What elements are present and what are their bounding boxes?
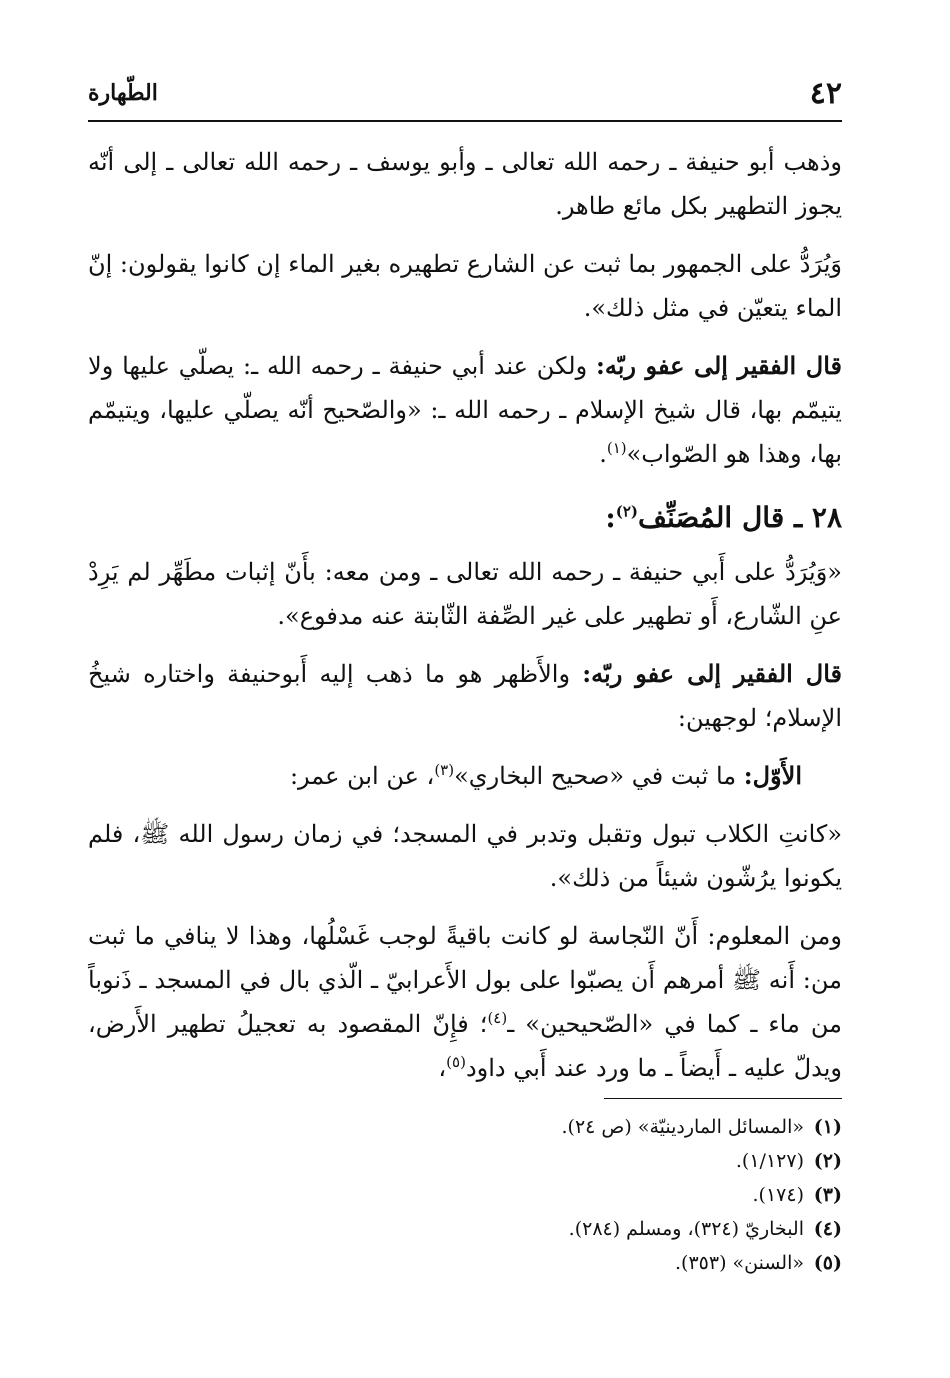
- footnote-3: [88, 1178, 842, 1212]
- paragraph-8-text-c: ،: [438, 1054, 447, 1082]
- footnote-number: (٣): [813, 1184, 842, 1206]
- page-header: [88, 72, 842, 116]
- main-text: [88, 140, 842, 1104]
- paragraph-6-text: ما ثبت في «صحيح البخاري»: [454, 762, 744, 790]
- footnote-ref-1: (١): [606, 439, 627, 457]
- footnote-ref-5: (٥): [446, 1053, 466, 1071]
- paragraph-8-text-b: ؛ فإِنّ المقصود به تعجيلُ تطهير الأَرض، ويدلّ عليه ـ أَيضاً ـ ما ورد عند أَبي داود: [88, 1010, 842, 1082]
- paragraph-2: وَيُرَدُّ على الجمهور بما ثبت عن الشارع تطهيره بغير الماء إن كانوا يقولون: إنّ الماء يتعيّن في مثل ذلك».: [88, 250, 842, 322]
- footnote-text: (١/١٢٧).: [735, 1150, 804, 1172]
- footnote-ref-2: (٢): [615, 502, 638, 521]
- section-heading-text: ٢٨ ـ قال المُصَنِّف: [638, 501, 842, 534]
- paragraph-3-end: .: [599, 440, 607, 468]
- footnote-ref-3: (٣): [434, 761, 455, 779]
- section-heading: [88, 494, 842, 542]
- footnote-ref-4: (٤): [487, 1009, 508, 1027]
- footnote-4: [88, 1212, 842, 1246]
- paragraph-5-text: والأَظهر هو ما ذهب إليه أَبوحنيفة واختاره شيخُ الإسلام؛ لوجهين:: [88, 660, 842, 732]
- section-heading-colon: :: [605, 501, 616, 534]
- footnote-number: (١): [813, 1116, 842, 1138]
- first-reason-label: الأَوّل:: [743, 761, 802, 790]
- paragraph-4: «وَيُرَدُّ على أَبي حنيفة ـ رحمه الله تعالى ـ ومن معه: بأَنّ إثبات مطَهِّر لم يَرِدْ عنِ الشّارع، أَو تطهير على غير الصِّفة الثّابتة عنه مدفوع».: [88, 558, 842, 630]
- footnote-text: «السنن» (٣٥٣).: [675, 1252, 804, 1274]
- page-number: ٤٢: [809, 76, 842, 111]
- author-lead: قال الفقير إلى عفو ربّه:: [582, 659, 843, 688]
- paragraph-7: «كانتِ الكلاب تبول وتقبل وتدبر في المسجد؛ في زمان رسول الله ﷺ، فلم يكونوا يرُشّون شيئاً من ذلك».: [88, 820, 842, 892]
- footnotes: [88, 1110, 842, 1280]
- footnote-5: [88, 1246, 842, 1280]
- paragraph-3-text: ولكن عند أبي حنيفة ـ رحمه الله ـ: يصلّي عليها ولا يتيمّم بها، قال شيخ الإسلام ـ رحمه الله ـ: «والصّحيح أنّه يصلّي عليها، ويتيمّم بها، وهذا هو الصّواب»: [88, 352, 842, 468]
- footnote-number: (٤): [813, 1218, 842, 1240]
- paragraph-1: وذهب أبو حنيفة ـ رحمه الله تعالى ـ وأبو يوسف ـ رحمه الله تعالى ـ إلى أنّه يجوز التطهير بكل مائع طاهر.: [88, 148, 842, 220]
- paragraph-5: [88, 652, 842, 740]
- footnote-rule: [604, 1098, 842, 1099]
- footnote-1: [88, 1110, 842, 1144]
- paragraph-3: [88, 344, 842, 476]
- footnote-number: (٢): [813, 1150, 842, 1172]
- paragraph-6-end: ، عن ابن عمر:: [289, 762, 435, 790]
- paragraph-6: [88, 754, 842, 798]
- footnote-2: [88, 1144, 842, 1178]
- paragraph-8: [88, 914, 842, 1090]
- header-rule: [88, 120, 842, 122]
- author-lead: قال الفقير إلى عفو ربّه:: [596, 351, 842, 380]
- running-title: الطّهارة: [88, 80, 158, 106]
- paragraph-8-text-a: ومن المعلوم: أَنّ النّجاسة لو كانت باقيةً لوجب غَسْلُها، وهذا لا ينافي ما ثبت من: أَنه ﷺ أمرهم أَن يصبّوا على بول الأَعرابيّ ـ الّذي بال في المسجد ـ ذَنوباً من ماء ـ كما في «الصّحيحين» ـ: [88, 922, 843, 1038]
- footnote-text: البخاريّ (٣٢٤)، ومسلم (٢٨٤).: [568, 1218, 804, 1240]
- footnote-number: (٥): [813, 1252, 842, 1274]
- footnote-text: «المسائل الماردينيّة» (ص ٢٤).: [561, 1116, 804, 1138]
- footnote-text: (١٧٤).: [752, 1184, 804, 1206]
